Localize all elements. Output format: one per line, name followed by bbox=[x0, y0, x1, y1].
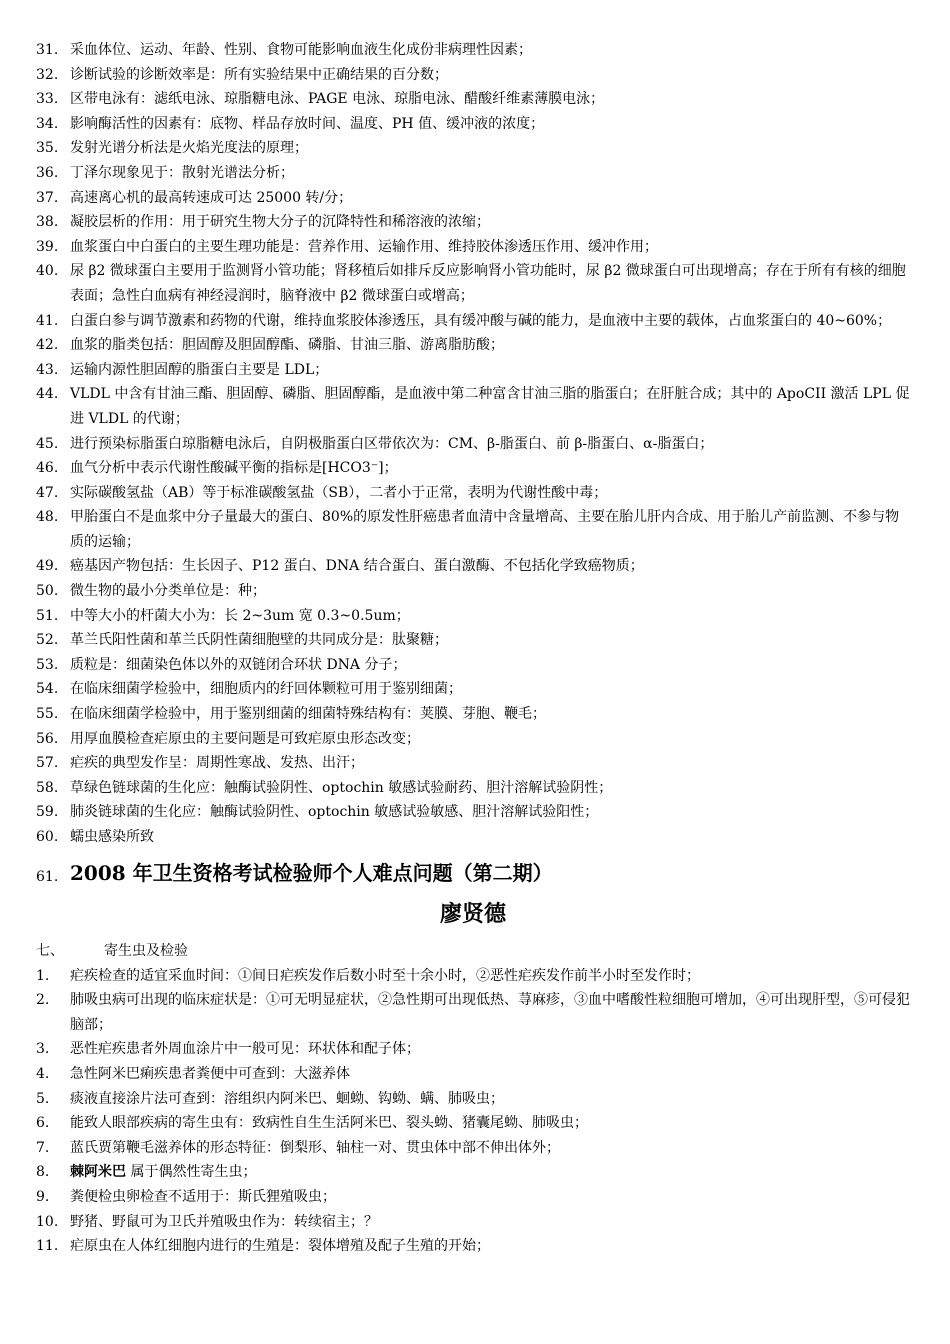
item-number: 38. bbox=[36, 214, 59, 231]
item-text: 痰液直接涂片法可查到：溶组织内阿米巴、蛔蚴、钩蚴、螨、肺吸虫； bbox=[70, 1090, 504, 1107]
item-number: 47. bbox=[36, 484, 59, 501]
list-item bbox=[36, 1160, 910, 1185]
item-text: 在临床细菌学检验中，细胞质内的纡回体颗粒可用于鉴别细菌； bbox=[70, 681, 462, 698]
item-number: 4. bbox=[36, 1065, 50, 1082]
item-number: 52. bbox=[36, 632, 59, 649]
list-part-2 bbox=[36, 964, 910, 1259]
list-item bbox=[36, 186, 910, 211]
item-text: 高速离心机的最高转速成可达 25000 转/分； bbox=[70, 189, 353, 206]
item-text: 属于偶然性寄生虫； bbox=[126, 1164, 257, 1181]
item-text: 实际碳酸氢盐（AB）等于标准碳酸氢盐（SB），二者小于正常，表明为代谢性酸中毒； bbox=[70, 484, 608, 501]
list-item bbox=[36, 1234, 910, 1259]
list-item bbox=[36, 38, 910, 63]
item-number: 3. bbox=[36, 1041, 50, 1058]
list-item bbox=[36, 1111, 910, 1136]
item-number: 60. bbox=[36, 829, 59, 845]
list-item bbox=[36, 87, 910, 112]
item-text: 进行预染标脂蛋白琼脂糖电泳后，自阴极脂蛋白区带依次为：CM、β-脂蛋白、前 β-脂蛋白、α-脂蛋白； bbox=[70, 435, 714, 452]
item-number: 43. bbox=[36, 361, 59, 378]
list-item bbox=[36, 1037, 910, 1062]
list-item bbox=[36, 456, 910, 481]
item-text: 恶性疟疾患者外周血涂片中一般可见：环状体和配子体； bbox=[70, 1041, 420, 1058]
item-number: 41. bbox=[36, 312, 59, 329]
item-text: 丁泽尔现象见于：散射光谱法分析； bbox=[70, 164, 294, 181]
section-title: 寄生虫及检验 bbox=[104, 942, 188, 959]
item-text: 血气分析中表示代谢性酸碱平衡的指标是[HCO3⁻]； bbox=[70, 460, 398, 477]
list-item bbox=[36, 800, 910, 825]
list-item bbox=[36, 259, 910, 308]
list-part-1 bbox=[36, 38, 910, 890]
item-number: 37. bbox=[36, 189, 59, 206]
item-number: 55. bbox=[36, 706, 59, 723]
item-number: 61. bbox=[36, 868, 59, 885]
list-item bbox=[36, 235, 910, 260]
item-number: 44. bbox=[36, 386, 59, 403]
item-number: 46. bbox=[36, 460, 59, 477]
item-number: 8. bbox=[36, 1164, 50, 1181]
item-number: 10. bbox=[36, 1213, 59, 1230]
item-number: 2. bbox=[36, 992, 50, 1009]
item-text: 蓝氏贾第鞭毛滋养体的形态特征：倒梨形、轴柱一对、贯虫体中部不伸出体外； bbox=[70, 1139, 560, 1156]
author-name: 廖贤德 bbox=[439, 900, 506, 927]
item-text: 凝胶层析的作用：用于研究生物大分子的沉降特性和稀溶液的浓缩； bbox=[70, 214, 490, 231]
list-item bbox=[36, 825, 910, 850]
item-number: 7. bbox=[36, 1139, 50, 1156]
item-number: 34. bbox=[36, 115, 59, 132]
heading-item bbox=[36, 856, 910, 890]
list-item bbox=[36, 776, 910, 801]
item-text: 中等大小的杆菌大小为：长 2~3um 宽 0.3~0.5um； bbox=[70, 607, 410, 624]
item-number: 39. bbox=[36, 238, 59, 255]
list-item bbox=[36, 1185, 910, 1210]
item-number: 51. bbox=[36, 607, 59, 624]
item-text: 草绿色链球菌的生化应：触酶试验阴性、optochin 敏感试验耐药、胆汁溶解试验阴性； bbox=[70, 779, 613, 796]
item-text: 肺炎链球菌的生化应：触酶试验阴性、optochin 敏感试验敏感、胆汁溶解试验阳性； bbox=[70, 804, 599, 821]
list-item bbox=[36, 382, 910, 431]
item-text: 癌基因产物包括：生长因子、P12 蛋白、DNA 结合蛋白、蛋白激酶、不包括化学致癌物质； bbox=[70, 558, 644, 575]
item-text: 白蛋白参与调节激素和药物的代谢，维持血浆胶体渗透压，具有缓冲酸与碱的能力，是血液中主要的载体，占血浆蛋白的 40~60%； bbox=[70, 312, 892, 329]
list-item bbox=[36, 653, 910, 678]
list-item bbox=[36, 964, 910, 989]
list-item bbox=[36, 333, 910, 358]
list-item bbox=[36, 579, 910, 604]
list-item bbox=[36, 604, 910, 629]
item-number: 5. bbox=[36, 1090, 50, 1107]
item-text: 疟疾检查的适宜采血时间：①间日疟疾发作后数小时至十余小时，②恶性疟疾发作前半小时至发作时； bbox=[70, 967, 700, 984]
item-text: 在临床细菌学检验中，用于鉴别细菌的细菌特殊结构有：荚膜、芽胞、鞭毛； bbox=[70, 706, 546, 723]
item-text: 粪便检虫卵检查不适用于：斯氏狸殖吸虫； bbox=[70, 1188, 336, 1205]
item-number: 53. bbox=[36, 656, 59, 673]
item-text: 革兰氏阳性菌和革兰氏阴性菌细胞壁的共同成分是：肽聚糖； bbox=[70, 632, 448, 649]
list-item bbox=[36, 63, 910, 88]
list-item bbox=[36, 1062, 910, 1087]
list-item bbox=[36, 628, 910, 653]
item-number: 54. bbox=[36, 681, 59, 698]
list-item bbox=[36, 727, 910, 752]
item-text: 质粒是：细菌染色体以外的双链闭合环状 DNA 分子； bbox=[70, 656, 407, 673]
item-text: 区带电泳有：滤纸电泳、琼脂糖电泳、PAGE 电泳、琼脂电泳、醋酸纤维素薄膜电泳； bbox=[70, 91, 605, 108]
list-item bbox=[36, 481, 910, 506]
item-number: 59. bbox=[36, 804, 59, 821]
list-item bbox=[36, 677, 910, 702]
item-text: 野猪、野鼠可为卫氏并殖吸虫作为：转续宿主；？ bbox=[70, 1213, 378, 1230]
item-text: 能致人眼部疾病的寄生虫有：致病性自生生活阿米巴、裂头蚴、猪囊尾蚴、肺吸虫； bbox=[70, 1115, 588, 1132]
list-item bbox=[36, 136, 910, 161]
item-text: 微生物的最小分类单位是：种； bbox=[70, 583, 266, 600]
list-item bbox=[36, 988, 910, 1037]
item-number: 57. bbox=[36, 755, 59, 772]
list-item bbox=[36, 554, 910, 579]
list-item bbox=[36, 505, 910, 554]
section-number: 七、 bbox=[36, 942, 64, 959]
item-text: 血浆蛋白中白蛋白的主要生理功能是：营养作用、运输作用、维持胶体渗透压作用、缓冲作用； bbox=[70, 238, 658, 255]
item-text: 发射光谱分析法是火焰光度法的原理； bbox=[70, 140, 308, 157]
item-number: 50. bbox=[36, 583, 59, 600]
document-heading: 2008 年卫生资格考试检验师个人难点问题（第二期） bbox=[70, 860, 553, 885]
list-item bbox=[36, 432, 910, 457]
item-text: 影响酶活性的因素有：底物、样品存放时间、温度、PH 值、缓冲液的浓度； bbox=[70, 115, 545, 132]
item-number: 40. bbox=[36, 263, 59, 280]
list-item bbox=[36, 1087, 910, 1112]
item-number: 48. bbox=[36, 509, 59, 526]
item-number: 6. bbox=[36, 1115, 50, 1132]
item-number: 9. bbox=[36, 1188, 50, 1205]
item-number: 11. bbox=[36, 1238, 59, 1255]
item-number: 33. bbox=[36, 91, 59, 108]
list-item bbox=[36, 112, 910, 137]
item-number: 45. bbox=[36, 435, 59, 452]
list-item bbox=[36, 161, 910, 186]
list-item bbox=[36, 1136, 910, 1161]
item-text: 急性阿米巴痢疾患者粪便中可查到：大滋养体 bbox=[70, 1065, 350, 1082]
item-text: 运输内源性胆固醇的脂蛋白主要是 LDL； bbox=[70, 361, 329, 378]
list-item bbox=[36, 210, 910, 235]
section-heading bbox=[36, 938, 910, 964]
item-text: 疟疾的典型发作呈：周期性寒战、发热、出汗； bbox=[70, 755, 364, 772]
item-text: 尿 β2 微球蛋白主要用于监测肾小管功能；肾移植后如排斥反应影响肾小管功能时，尿 β2 微球蛋白可出现增高；存在于所有有核的细胞表面；急性白血病有神经浸润时，脑脊液中 β2 微球蛋白或增高； bbox=[70, 263, 906, 304]
item-text: 甲胎蛋白不是血浆中分子量最大的蛋白、80%的原发性肝癌患者血清中含量增高、主要在胎儿肝内合成、用于胎儿产前监测、不参与物质的运输； bbox=[70, 509, 900, 550]
item-text: 诊断试验的诊断效率是：所有实验结果中正确结果的百分数； bbox=[70, 66, 448, 83]
item-number: 36. bbox=[36, 164, 59, 181]
item-text: 疟原虫在人体红细胞内进行的生殖是：裂体增殖及配子生殖的开始； bbox=[70, 1238, 490, 1255]
item-number: 31. bbox=[36, 42, 59, 58]
list-item bbox=[36, 702, 910, 727]
item-text: 用厚血膜检查疟原虫的主要问题是可致疟原虫形态改变； bbox=[70, 730, 420, 747]
item-number: 58. bbox=[36, 779, 59, 796]
list-item bbox=[36, 751, 910, 776]
list-item bbox=[36, 1210, 910, 1235]
item-number: 35. bbox=[36, 140, 59, 157]
item-bold-term: 棘阿米巴 bbox=[70, 1164, 126, 1181]
item-text: 血浆的脂类包括：胆固醇及胆固醇酯、磷脂、甘油三脂、游离脂肪酸； bbox=[70, 337, 504, 354]
list-item bbox=[36, 358, 910, 383]
item-number: 1. bbox=[36, 967, 50, 984]
list-item bbox=[36, 309, 910, 334]
item-text: 采血体位、运动、年龄、性别、食物可能影响血液生化成份非病理性因素； bbox=[70, 42, 532, 58]
item-number: 42. bbox=[36, 337, 59, 354]
item-number: 49. bbox=[36, 558, 59, 575]
item-text: VLDL 中含有甘油三酯、胆固醇、磷脂、胆固醇酯，是血液中第二种富含甘油三脂的脂蛋白；在肝脏合成；其中的 ApoCII 激活 LPL 促进 VLDL 的代谢； bbox=[70, 386, 910, 427]
item-text: 蠕虫感染所致 bbox=[70, 829, 154, 845]
item-text: 肺吸虫病可出现的临床症状是：①可无明显症状，②急性期可出现低热、荨麻疹，③血中嗜酸性粒细胞可增加，④可出现肝型，⑤可侵犯脑部； bbox=[70, 992, 910, 1033]
item-number: 56. bbox=[36, 730, 59, 747]
item-number: 32. bbox=[36, 66, 59, 83]
